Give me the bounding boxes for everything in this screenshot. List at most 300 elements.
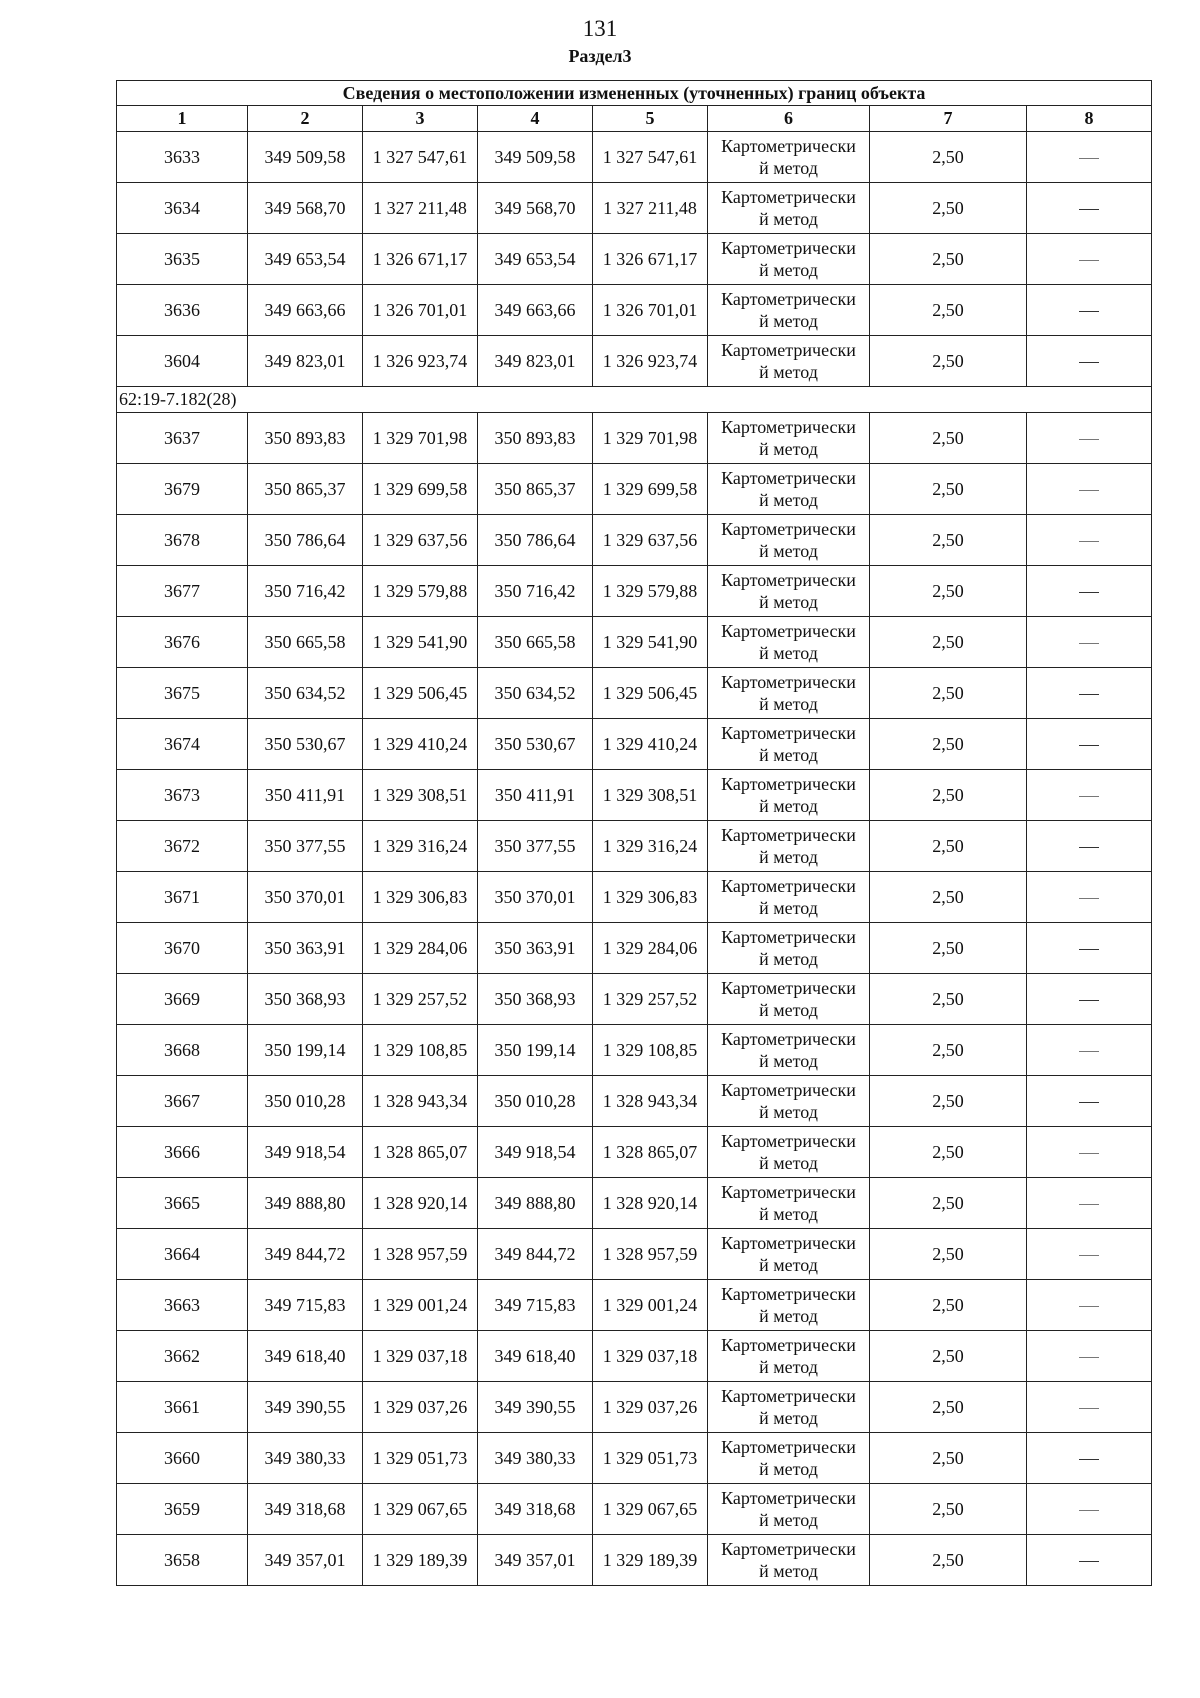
method-cell: [708, 183, 870, 234]
table-row: [117, 1535, 1152, 1586]
accuracy-cell: 2,50: [870, 464, 1027, 515]
y-coordinate-2-cell: 1 327 211,48: [593, 183, 708, 234]
method-text-line2: й метод: [759, 1459, 818, 1479]
point-number-cell: 3634: [117, 183, 248, 234]
method-cell: [708, 285, 870, 336]
page-number: 131: [582, 16, 618, 41]
dash-mark: [1079, 209, 1099, 210]
x-coordinate-cell: 350 665,58: [248, 617, 363, 668]
method-text-line2: й метод: [759, 439, 818, 459]
accuracy-cell: 2,50: [870, 183, 1027, 234]
accuracy-cell: 2,50: [870, 1484, 1027, 1535]
x-coordinate-cell: 349 509,58: [248, 132, 363, 183]
accuracy-cell: 2,50: [870, 234, 1027, 285]
y-coordinate-cell: 1 329 541,90: [363, 617, 478, 668]
dash-mark: [1079, 1255, 1099, 1256]
method-text-line2: й метод: [759, 541, 818, 561]
x-coordinate-2-cell: 350 716,42: [478, 566, 593, 617]
table-row: [117, 1076, 1152, 1127]
method-text-line1: Картометрически: [721, 1131, 856, 1151]
y-coordinate-cell: 1 329 308,51: [363, 770, 478, 821]
x-coordinate-cell: 349 618,40: [248, 1331, 363, 1382]
dash-mark: [1079, 1153, 1099, 1154]
y-coordinate-2-cell: 1 328 865,07: [593, 1127, 708, 1178]
method-cell: [708, 821, 870, 872]
column-number-header: 1: [117, 106, 248, 132]
column-number-header: 7: [870, 106, 1027, 132]
method-text-line2: й метод: [759, 158, 818, 178]
x-coordinate-cell: 350 411,91: [248, 770, 363, 821]
point-number-cell: 3660: [117, 1433, 248, 1484]
table-row: [117, 1280, 1152, 1331]
dash-mark: [1079, 1102, 1099, 1103]
y-coordinate-2-cell: 1 329 506,45: [593, 668, 708, 719]
x-coordinate-cell: 349 888,80: [248, 1178, 363, 1229]
method-cell: [708, 923, 870, 974]
point-number-cell: 3659: [117, 1484, 248, 1535]
note-cell: [1027, 1484, 1152, 1535]
method-text-line2: й метод: [759, 1357, 818, 1377]
y-coordinate-2-cell: 1 329 308,51: [593, 770, 708, 821]
column-number-header: 3: [363, 106, 478, 132]
table-row: [117, 234, 1152, 285]
dash-mark: [1079, 1459, 1099, 1460]
x-coordinate-2-cell: 349 390,55: [478, 1382, 593, 1433]
x-coordinate-cell: 350 010,28: [248, 1076, 363, 1127]
point-number-cell: 3671: [117, 872, 248, 923]
group-label: 62:19-7.182(28): [117, 387, 1152, 413]
x-coordinate-2-cell: 350 363,91: [478, 923, 593, 974]
note-cell: [1027, 1229, 1152, 1280]
y-coordinate-cell: 1 329 410,24: [363, 719, 478, 770]
x-coordinate-cell: 349 357,01: [248, 1535, 363, 1586]
dash-mark: [1079, 260, 1099, 261]
accuracy-cell: 2,50: [870, 1280, 1027, 1331]
x-coordinate-2-cell: 349 509,58: [478, 132, 593, 183]
point-number-cell: 3677: [117, 566, 248, 617]
y-coordinate-2-cell: 1 329 410,24: [593, 719, 708, 770]
method-text-line2: й метод: [759, 1051, 818, 1071]
accuracy-cell: 2,50: [870, 617, 1027, 668]
x-coordinate-2-cell: 350 377,55: [478, 821, 593, 872]
accuracy-cell: 2,50: [870, 974, 1027, 1025]
x-coordinate-2-cell: 350 634,52: [478, 668, 593, 719]
dash-mark: [1079, 592, 1099, 593]
y-coordinate-2-cell: 1 329 316,24: [593, 821, 708, 872]
x-coordinate-2-cell: 350 199,14: [478, 1025, 593, 1076]
method-cell: [708, 464, 870, 515]
x-coordinate-cell: 350 377,55: [248, 821, 363, 872]
accuracy-cell: 2,50: [870, 285, 1027, 336]
note-cell: [1027, 617, 1152, 668]
point-number-cell: 3604: [117, 336, 248, 387]
method-text-line1: Картометрически: [721, 1233, 856, 1253]
x-coordinate-cell: 350 716,42: [248, 566, 363, 617]
method-cell: [708, 336, 870, 387]
table-row: [117, 719, 1152, 770]
point-number-cell: 3679: [117, 464, 248, 515]
method-cell: [708, 1484, 870, 1535]
method-text-line2: й метод: [759, 311, 818, 331]
method-text-line2: й метод: [759, 362, 818, 382]
y-coordinate-2-cell: 1 329 189,39: [593, 1535, 708, 1586]
x-coordinate-cell: 349 715,83: [248, 1280, 363, 1331]
accuracy-cell: 2,50: [870, 770, 1027, 821]
method-cell: [708, 719, 870, 770]
x-coordinate-cell: 349 844,72: [248, 1229, 363, 1280]
note-cell: [1027, 770, 1152, 821]
dash-mark: [1079, 847, 1099, 848]
accuracy-cell: 2,50: [870, 821, 1027, 872]
accuracy-cell: 2,50: [870, 923, 1027, 974]
table-row: [117, 1433, 1152, 1484]
y-coordinate-cell: 1 329 257,52: [363, 974, 478, 1025]
point-number-cell: 3668: [117, 1025, 248, 1076]
x-coordinate-cell: 349 918,54: [248, 1127, 363, 1178]
note-cell: [1027, 821, 1152, 872]
table-row: [117, 464, 1152, 515]
x-coordinate-cell: 349 568,70: [248, 183, 363, 234]
y-coordinate-cell: 1 329 506,45: [363, 668, 478, 719]
note-cell: [1027, 1025, 1152, 1076]
point-number-cell: 3635: [117, 234, 248, 285]
point-number-cell: 3664: [117, 1229, 248, 1280]
accuracy-cell: 2,50: [870, 1127, 1027, 1178]
dash-mark: [1079, 1051, 1099, 1052]
point-number-cell: 3676: [117, 617, 248, 668]
y-coordinate-cell: 1 329 037,18: [363, 1331, 478, 1382]
table-row: [117, 1331, 1152, 1382]
y-coordinate-cell: 1 326 923,74: [363, 336, 478, 387]
method-cell: [708, 234, 870, 285]
note-cell: [1027, 1331, 1152, 1382]
y-coordinate-2-cell: 1 329 257,52: [593, 974, 708, 1025]
accuracy-cell: 2,50: [870, 1229, 1027, 1280]
y-coordinate-cell: 1 328 865,07: [363, 1127, 478, 1178]
dash-mark: [1079, 541, 1099, 542]
table-row: [117, 770, 1152, 821]
y-coordinate-2-cell: 1 329 701,98: [593, 413, 708, 464]
x-coordinate-2-cell: 349 380,33: [478, 1433, 593, 1484]
method-text-line2: й метод: [759, 260, 818, 280]
x-coordinate-cell: 350 893,83: [248, 413, 363, 464]
y-coordinate-2-cell: 1 329 037,26: [593, 1382, 708, 1433]
method-cell: [708, 1178, 870, 1229]
method-text-line1: Картометрически: [721, 136, 856, 156]
method-text-line2: й метод: [759, 745, 818, 765]
method-text-line1: Картометрически: [721, 289, 856, 309]
method-cell: [708, 515, 870, 566]
dash-mark: [1079, 158, 1099, 159]
column-number-header: 4: [478, 106, 593, 132]
x-coordinate-cell: 349 663,66: [248, 285, 363, 336]
y-coordinate-2-cell: 1 329 284,06: [593, 923, 708, 974]
method-text-line2: й метод: [759, 1153, 818, 1173]
method-text-line1: Картометрически: [721, 1029, 856, 1049]
x-coordinate-2-cell: 350 665,58: [478, 617, 593, 668]
method-text-line2: й метод: [759, 796, 818, 816]
y-coordinate-cell: 1 328 943,34: [363, 1076, 478, 1127]
method-text-line2: й метод: [759, 1561, 818, 1581]
method-cell: [708, 872, 870, 923]
note-cell: [1027, 132, 1152, 183]
point-number-cell: 3662: [117, 1331, 248, 1382]
method-cell: [708, 132, 870, 183]
table-body-after-group: [117, 413, 1152, 1586]
x-coordinate-cell: 349 380,33: [248, 1433, 363, 1484]
method-text-line1: Картометрически: [721, 238, 856, 258]
y-coordinate-2-cell: 1 326 671,17: [593, 234, 708, 285]
table-row: [117, 183, 1152, 234]
method-text-line1: Картометрически: [721, 723, 856, 743]
method-text-line1: Картометрически: [721, 519, 856, 539]
accuracy-cell: 2,50: [870, 1076, 1027, 1127]
y-coordinate-2-cell: 1 326 923,74: [593, 336, 708, 387]
section-title: Раздел3: [568, 46, 632, 66]
method-text-line1: Картометрически: [721, 1182, 856, 1202]
point-number-cell: 3637: [117, 413, 248, 464]
x-coordinate-cell: 350 363,91: [248, 923, 363, 974]
y-coordinate-2-cell: 1 327 547,61: [593, 132, 708, 183]
point-number-cell: 3633: [117, 132, 248, 183]
method-text-line1: Картометрически: [721, 825, 856, 845]
point-number-cell: 3667: [117, 1076, 248, 1127]
y-coordinate-2-cell: 1 329 579,88: [593, 566, 708, 617]
method-text-line2: й метод: [759, 949, 818, 969]
dash-mark: [1079, 490, 1099, 491]
table-row: [117, 974, 1152, 1025]
point-number-cell: 3678: [117, 515, 248, 566]
method-cell: [708, 1076, 870, 1127]
note-cell: [1027, 234, 1152, 285]
y-coordinate-cell: 1 327 547,61: [363, 132, 478, 183]
point-number-cell: 3658: [117, 1535, 248, 1586]
accuracy-cell: 2,50: [870, 1025, 1027, 1076]
y-coordinate-cell: 1 329 699,58: [363, 464, 478, 515]
x-coordinate-cell: 350 786,64: [248, 515, 363, 566]
dash-mark: [1079, 1357, 1099, 1358]
method-text-line2: й метод: [759, 694, 818, 714]
y-coordinate-cell: 1 327 211,48: [363, 183, 478, 234]
y-coordinate-cell: 1 329 001,24: [363, 1280, 478, 1331]
method-text-line1: Картометрически: [721, 1386, 856, 1406]
method-text-line2: й метод: [759, 1306, 818, 1326]
y-coordinate-cell: 1 326 671,17: [363, 234, 478, 285]
method-text-line1: Картометрически: [721, 340, 856, 360]
y-coordinate-cell: 1 329 067,65: [363, 1484, 478, 1535]
x-coordinate-2-cell: 349 918,54: [478, 1127, 593, 1178]
note-cell: [1027, 719, 1152, 770]
method-text-line2: й метод: [759, 209, 818, 229]
x-coordinate-2-cell: 349 715,83: [478, 1280, 593, 1331]
column-number-header: 6: [708, 106, 870, 132]
dash-mark: [1079, 1510, 1099, 1511]
x-coordinate-cell: 349 653,54: [248, 234, 363, 285]
x-coordinate-cell: 349 390,55: [248, 1382, 363, 1433]
method-text-line2: й метод: [759, 1510, 818, 1530]
table-row: [117, 1127, 1152, 1178]
accuracy-cell: 2,50: [870, 515, 1027, 566]
accuracy-cell: 2,50: [870, 413, 1027, 464]
method-text-line1: Картометрически: [721, 621, 856, 641]
method-text-line2: й метод: [759, 847, 818, 867]
accuracy-cell: 2,50: [870, 1382, 1027, 1433]
method-cell: [708, 974, 870, 1025]
y-coordinate-cell: 1 329 316,24: [363, 821, 478, 872]
x-coordinate-2-cell: 350 370,01: [478, 872, 593, 923]
y-coordinate-cell: 1 329 637,56: [363, 515, 478, 566]
table-body-before-group: [117, 132, 1152, 387]
note-cell: [1027, 1535, 1152, 1586]
table-row: [117, 566, 1152, 617]
note-cell: [1027, 1178, 1152, 1229]
dash-mark: [1079, 694, 1099, 695]
note-cell: [1027, 872, 1152, 923]
method-cell: [708, 1229, 870, 1280]
y-coordinate-cell: 1 328 920,14: [363, 1178, 478, 1229]
dash-mark: [1079, 1306, 1099, 1307]
table-row: [117, 336, 1152, 387]
method-text-line1: Картометрически: [721, 978, 856, 998]
y-coordinate-2-cell: 1 329 306,83: [593, 872, 708, 923]
y-coordinate-cell: 1 329 108,85: [363, 1025, 478, 1076]
method-text-line2: й метод: [759, 1255, 818, 1275]
point-number-cell: 3663: [117, 1280, 248, 1331]
dash-mark: [1079, 1204, 1099, 1205]
y-coordinate-cell: 1 329 189,39: [363, 1535, 478, 1586]
method-text-line1: Картометрически: [721, 570, 856, 590]
method-text-line1: Картометрически: [721, 417, 856, 437]
y-coordinate-cell: 1 329 051,73: [363, 1433, 478, 1484]
method-text-line2: й метод: [759, 490, 818, 510]
column-number-header: 8: [1027, 106, 1152, 132]
note-cell: [1027, 1433, 1152, 1484]
y-coordinate-2-cell: 1 328 943,34: [593, 1076, 708, 1127]
table-row: [117, 668, 1152, 719]
point-number-cell: 3669: [117, 974, 248, 1025]
note-cell: [1027, 668, 1152, 719]
method-cell: [708, 1535, 870, 1586]
method-text-line1: Картометрически: [721, 1284, 856, 1304]
x-coordinate-cell: 350 530,67: [248, 719, 363, 770]
x-coordinate-2-cell: 349 823,01: [478, 336, 593, 387]
table-caption: Сведения о местоположении измененных (уточненных) границ объекта: [117, 81, 1152, 106]
x-coordinate-2-cell: 350 893,83: [478, 413, 593, 464]
table-row: [117, 285, 1152, 336]
x-coordinate-2-cell: 350 411,91: [478, 770, 593, 821]
accuracy-cell: 2,50: [870, 872, 1027, 923]
point-number-cell: 3666: [117, 1127, 248, 1178]
note-cell: [1027, 1382, 1152, 1433]
method-cell: [708, 1433, 870, 1484]
note-cell: [1027, 285, 1152, 336]
method-text-line1: Картометрически: [721, 468, 856, 488]
note-cell: [1027, 336, 1152, 387]
note-cell: [1027, 464, 1152, 515]
note-cell: [1027, 1127, 1152, 1178]
x-coordinate-2-cell: 350 786,64: [478, 515, 593, 566]
note-cell: [1027, 1280, 1152, 1331]
dash-mark: [1079, 643, 1099, 644]
point-number-cell: 3673: [117, 770, 248, 821]
accuracy-cell: 2,50: [870, 132, 1027, 183]
table-row: [117, 617, 1152, 668]
point-number-cell: 3675: [117, 668, 248, 719]
dash-mark: [1079, 311, 1099, 312]
method-cell: [708, 566, 870, 617]
dash-mark: [1079, 745, 1099, 746]
method-text-line1: Картометрически: [721, 187, 856, 207]
group-row: [117, 387, 1152, 413]
point-number-cell: 3672: [117, 821, 248, 872]
method-cell: [708, 1025, 870, 1076]
y-coordinate-2-cell: 1 329 699,58: [593, 464, 708, 515]
x-coordinate-cell: 350 865,37: [248, 464, 363, 515]
point-number-cell: 3636: [117, 285, 248, 336]
coordinates-table: [116, 80, 1152, 1586]
accuracy-cell: 2,50: [870, 336, 1027, 387]
method-text-line2: й метод: [759, 898, 818, 918]
y-coordinate-cell: 1 326 701,01: [363, 285, 478, 336]
y-coordinate-cell: 1 329 579,88: [363, 566, 478, 617]
table-row: [117, 132, 1152, 183]
y-coordinate-2-cell: 1 328 920,14: [593, 1178, 708, 1229]
x-coordinate-2-cell: 349 844,72: [478, 1229, 593, 1280]
dash-mark: [1079, 898, 1099, 899]
method-text-line1: Картометрически: [721, 1488, 856, 1508]
method-text-line1: Картометрически: [721, 1335, 856, 1355]
y-coordinate-2-cell: 1 329 051,73: [593, 1433, 708, 1484]
accuracy-cell: 2,50: [870, 668, 1027, 719]
method-cell: [708, 668, 870, 719]
table-row: [117, 1484, 1152, 1535]
dash-mark: [1079, 1561, 1099, 1562]
x-coordinate-2-cell: 350 865,37: [478, 464, 593, 515]
y-coordinate-cell: 1 329 306,83: [363, 872, 478, 923]
accuracy-cell: 2,50: [870, 1331, 1027, 1382]
y-coordinate-2-cell: 1 329 541,90: [593, 617, 708, 668]
method-text-line2: й метод: [759, 1000, 818, 1020]
method-text-line1: Картометрически: [721, 672, 856, 692]
column-number-header: 5: [593, 106, 708, 132]
point-number-cell: 3670: [117, 923, 248, 974]
method-cell: [708, 1331, 870, 1382]
y-coordinate-2-cell: 1 329 067,65: [593, 1484, 708, 1535]
method-text-line2: й метод: [759, 1204, 818, 1224]
method-text-line1: Картометрически: [721, 1437, 856, 1457]
dash-mark: [1079, 1408, 1099, 1409]
point-number-cell: 3665: [117, 1178, 248, 1229]
x-coordinate-cell: 350 370,01: [248, 872, 363, 923]
x-coordinate-2-cell: 349 653,54: [478, 234, 593, 285]
method-text-line2: й метод: [759, 592, 818, 612]
y-coordinate-2-cell: 1 329 108,85: [593, 1025, 708, 1076]
x-coordinate-2-cell: 349 888,80: [478, 1178, 593, 1229]
note-cell: [1027, 515, 1152, 566]
method-text-line2: й метод: [759, 1102, 818, 1122]
x-coordinate-2-cell: 350 368,93: [478, 974, 593, 1025]
x-coordinate-2-cell: 350 010,28: [478, 1076, 593, 1127]
dash-mark: [1079, 1000, 1099, 1001]
point-number-cell: 3674: [117, 719, 248, 770]
note-cell: [1027, 413, 1152, 464]
y-coordinate-cell: 1 329 037,26: [363, 1382, 478, 1433]
y-coordinate-2-cell: 1 329 037,18: [593, 1331, 708, 1382]
method-cell: [708, 413, 870, 464]
x-coordinate-cell: 350 368,93: [248, 974, 363, 1025]
note-cell: [1027, 923, 1152, 974]
y-coordinate-2-cell: 1 328 957,59: [593, 1229, 708, 1280]
